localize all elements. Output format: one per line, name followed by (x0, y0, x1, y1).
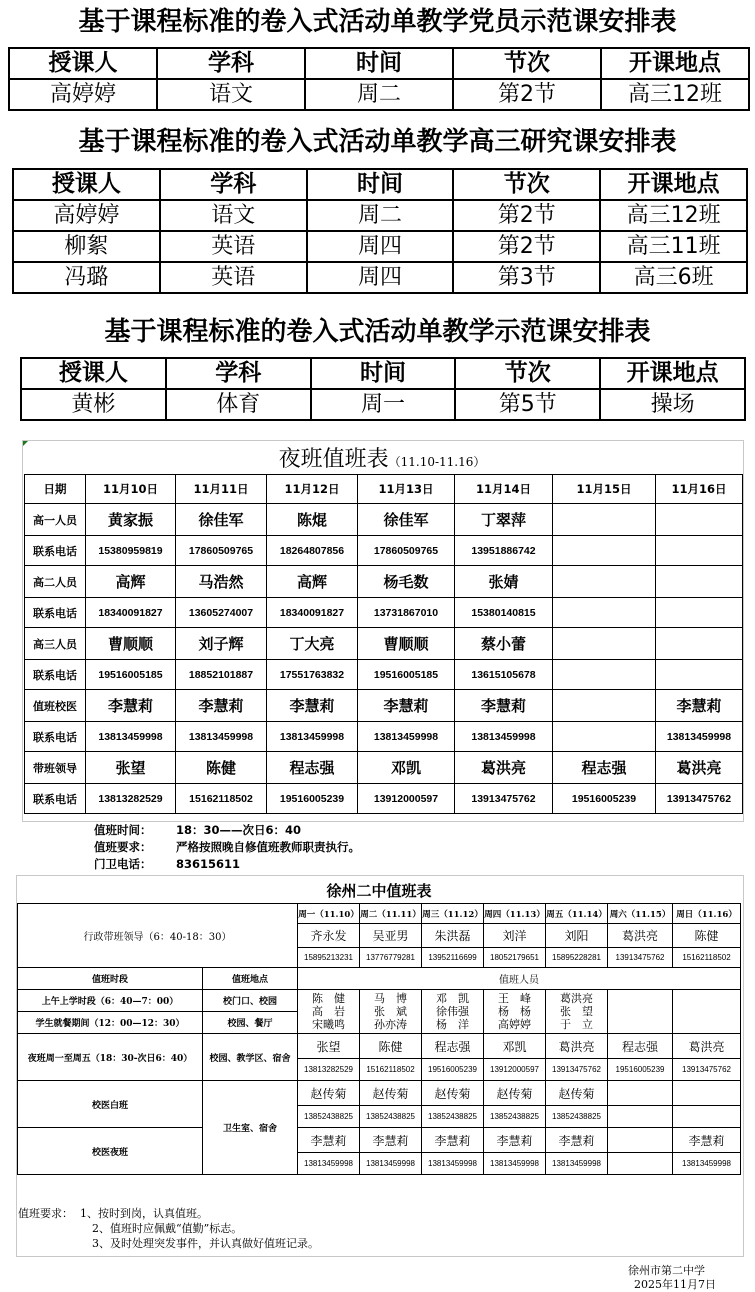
doctor-name (608, 1081, 673, 1106)
night-name-row (18, 1034, 741, 1059)
lead-name: 陈健 (673, 924, 741, 948)
note-label: 值班时间： (94, 823, 152, 837)
phone-cell: 13813459998 (176, 722, 267, 752)
phone-cell: 13852438825 (546, 1106, 608, 1128)
phone-cell: 13813459998 (360, 1153, 422, 1175)
table-row (13, 262, 747, 293)
date-label: 日期 (25, 475, 86, 504)
staff-name: 杨 杨 (498, 1005, 532, 1018)
phone-cell: 13813459998 (422, 1153, 484, 1175)
staff-name: 王 峰 (498, 992, 532, 1005)
empty-cell (608, 990, 673, 1034)
staff-name-cell: 程志强 (553, 752, 656, 784)
staff-name: 马 博 (374, 992, 408, 1005)
row-label: 值班校医 (25, 690, 86, 722)
phone-cell: 18340091827 (86, 598, 176, 628)
table-cell: 第2节 (453, 200, 600, 231)
staff-name-cell (553, 504, 656, 536)
phone-cell (553, 660, 656, 690)
table-cell: 高三12班 (601, 79, 749, 110)
period-row (18, 990, 741, 1012)
table3-title: 基于课程标准的卷入式活动单教学示范课安排表 (104, 317, 651, 347)
period-header: 值班时段 (18, 968, 203, 990)
doc-place: 卫生室、宿舍 (203, 1081, 298, 1175)
header-cell: 节次 (455, 358, 600, 389)
header-cell: 学科 (157, 48, 305, 79)
staff-name: 杨 洋 (436, 1018, 470, 1031)
phone-cell: 13813459998 (86, 722, 176, 752)
requirement-item: 3、及时处理突发事件，并认真做好值班记录。 (92, 1237, 319, 1250)
phone-cell: 19516005185 (86, 660, 176, 690)
staff-header: 值班人员 (298, 968, 741, 990)
phone-cell: 13912000597 (484, 1059, 546, 1081)
night-row (25, 566, 743, 598)
staff-name-cell: 黄家振 (86, 504, 176, 536)
night-title (22, 446, 742, 476)
staff-name-cell: 李慧莉 (455, 690, 553, 722)
table1-header (9, 48, 749, 79)
period-time: 上午上学时段（6：40—7：00） (18, 990, 203, 1012)
row-label: 联系电话 (25, 784, 86, 814)
doctor-name: 李慧莉 (673, 1128, 741, 1153)
phone-cell: 19516005239 (267, 784, 358, 814)
doc-night-label: 校医夜班 (18, 1128, 203, 1175)
staff-name: 徐伟强 (436, 1005, 470, 1018)
lead-name: 齐永发 (298, 924, 360, 948)
xz-duty-table (17, 903, 741, 1175)
table-row (13, 200, 747, 231)
staff-name-cell (656, 566, 743, 598)
phone-cell: 13605274007 (176, 598, 267, 628)
note-value: 83615611 (176, 857, 241, 871)
requirements-label: 值班要求： (18, 1207, 73, 1220)
phone-cell (553, 722, 656, 752)
doctor-name (673, 1081, 741, 1106)
phone-cell (608, 1106, 673, 1128)
staff-name-cell: 杨毛数 (358, 566, 455, 598)
night-duty-table (24, 474, 743, 814)
staff-name-cell: 陈健 (176, 752, 267, 784)
doc-night-name-row (18, 1128, 741, 1153)
table-cell: 体育 (166, 389, 311, 420)
staff-name-cell: 徐佳军 (176, 504, 267, 536)
staff-name-cell: 张望 (86, 752, 176, 784)
staff-name-cell: 蔡小蕾 (455, 628, 553, 660)
doctor-name: 赵传菊 (422, 1081, 484, 1106)
day-cell: 周五（11.14） (546, 904, 608, 924)
phone-cell: 13852438825 (298, 1106, 360, 1128)
staff-name-cell: 高辉 (267, 566, 358, 598)
table2-header (13, 169, 747, 200)
period-staff-cell (360, 990, 422, 1034)
staff-name-cell: 李慧莉 (358, 690, 455, 722)
day-cell: 周四（11.13） (484, 904, 546, 924)
row-label: 带班领导 (25, 752, 86, 784)
lead-name: 刘阳 (546, 924, 608, 948)
header-cell: 时间 (305, 48, 453, 79)
requirement-item: 1、按时到岗，认真值班。 (80, 1207, 208, 1220)
phone-cell: 13913475762 (656, 784, 743, 814)
phone-cell: 17860509765 (176, 536, 267, 566)
requirement-item: 2、值班时应佩戴“值勤”标志。 (92, 1222, 243, 1235)
row-label: 联系电话 (25, 536, 86, 566)
date-cell: 11月13日 (358, 475, 455, 504)
table1 (8, 47, 750, 111)
date-cell: 11月14日 (455, 475, 553, 504)
phone-cell: 15895213231 (298, 948, 360, 968)
staff-name-cell: 葛洪亮 (656, 752, 743, 784)
staff-name-cell: 刘子辉 (176, 628, 267, 660)
night-row (25, 690, 743, 722)
phone-cell: 19516005239 (608, 1059, 673, 1081)
phone-cell: 18340091827 (267, 598, 358, 628)
night-leader: 葛洪亮 (546, 1034, 608, 1059)
phone-cell: 13813459998 (656, 722, 743, 752)
staff-name: 张 斌 (374, 1005, 408, 1018)
note-row (94, 822, 744, 838)
night-place: 校园、教学区、宿舍 (203, 1034, 298, 1081)
phone-cell (608, 1153, 673, 1175)
table-cell: 高婷婷 (13, 200, 160, 231)
day-cell: 周日（11.16） (673, 904, 741, 924)
staff-name-cell: 曹顺顺 (358, 628, 455, 660)
header-cell: 开课地点 (601, 48, 749, 79)
staff-name-cell: 曹顺顺 (86, 628, 176, 660)
phone-cell: 13813459998 (484, 1153, 546, 1175)
night-row (25, 598, 743, 628)
empty-cell (673, 990, 741, 1034)
doctor-name: 赵传菊 (484, 1081, 546, 1106)
sub-header-row (18, 968, 741, 990)
staff-name-cell: 李慧莉 (267, 690, 358, 722)
place-header: 值班地点 (203, 968, 298, 990)
table-cell: 英语 (160, 262, 307, 293)
table-cell: 高三6班 (600, 262, 747, 293)
note-value: 严格按照晚自修值班教师职责执行。 (176, 840, 360, 854)
phone-cell: 18852101887 (176, 660, 267, 690)
table-row (9, 79, 749, 110)
doctor-name: 李慧莉 (360, 1128, 422, 1153)
night-row (25, 536, 743, 566)
phone-cell: 13776779281 (360, 948, 422, 968)
night-leader: 邓凯 (484, 1034, 546, 1059)
night-leader: 陈健 (360, 1034, 422, 1059)
header-cell: 时间 (307, 169, 454, 200)
note-row (94, 856, 744, 872)
header-cell: 学科 (166, 358, 311, 389)
phone-cell (656, 660, 743, 690)
doc-day-label: 校医白班 (18, 1081, 203, 1128)
note-label: 门卫电话： (94, 857, 152, 871)
header-cell: 开课地点 (600, 358, 745, 389)
header-cell: 开课地点 (600, 169, 747, 200)
table-cell: 周一 (311, 389, 456, 420)
staff-name: 张 望 (560, 1005, 594, 1018)
lead-label: 行政带班领导（6：40-18：30） (18, 904, 298, 968)
date-cell: 11月11日 (176, 475, 267, 504)
table-cell: 第3节 (453, 262, 600, 293)
day-cell: 周六（11.15） (608, 904, 673, 924)
day-cell: 周一（11.10） (298, 904, 360, 924)
doctor-name: 李慧莉 (484, 1128, 546, 1153)
period-place: 校门口、校园 (203, 990, 298, 1012)
staff-name-cell: 高辉 (86, 566, 176, 598)
phone-cell: 13952116699 (422, 948, 484, 968)
phone-cell: 13813459998 (358, 722, 455, 752)
staff-name-cell: 李慧莉 (656, 690, 743, 722)
lead-name: 吴亚男 (360, 924, 422, 948)
phone-cell (553, 536, 656, 566)
doctor-name (608, 1128, 673, 1153)
phone-cell: 15162118502 (176, 784, 267, 814)
phone-cell: 17860509765 (358, 536, 455, 566)
staff-name: 高 岩 (312, 1005, 346, 1018)
phone-cell: 15162118502 (673, 948, 741, 968)
doctor-name: 李慧莉 (422, 1128, 484, 1153)
phone-cell: 13813459998 (455, 722, 553, 752)
staff-name-cell: 丁大亮 (267, 628, 358, 660)
phone-cell: 13731867010 (358, 598, 455, 628)
header-cell: 学科 (160, 169, 307, 200)
doctor-name: 赵传菊 (546, 1081, 608, 1106)
night-header-row (25, 475, 743, 504)
staff-name-cell: 张婧 (455, 566, 553, 598)
header-cell: 时间 (311, 358, 456, 389)
header-cell: 授课人 (13, 169, 160, 200)
table3-header (21, 358, 745, 389)
header-cell: 节次 (453, 169, 600, 200)
night-leader: 葛洪亮 (673, 1034, 741, 1059)
staff-name-cell: 徐佳军 (358, 504, 455, 536)
staff-name-cell (553, 566, 656, 598)
doctor-name: 赵传菊 (360, 1081, 422, 1106)
phone-cell: 13913475762 (608, 948, 673, 968)
phone-cell: 18052179651 (484, 948, 546, 968)
table-cell: 英语 (160, 231, 307, 262)
phone-cell (656, 536, 743, 566)
phone-cell: 13813459998 (267, 722, 358, 752)
table-cell: 周二 (307, 200, 454, 231)
staff-name: 孙亦涛 (374, 1018, 408, 1031)
staff-name-cell: 李慧莉 (176, 690, 267, 722)
row-label: 联系电话 (25, 598, 86, 628)
table-cell: 语文 (157, 79, 305, 110)
phone-cell: 15380140815 (455, 598, 553, 628)
row-label: 联系电话 (25, 660, 86, 690)
period-staff-cell (422, 990, 484, 1034)
row-label: 高一人员 (25, 504, 86, 536)
date-cell: 11月10日 (86, 475, 176, 504)
days-row (18, 904, 741, 924)
table-cell: 第5节 (455, 389, 600, 420)
phone-cell (656, 598, 743, 628)
table-cell: 周四 (307, 231, 454, 262)
doctor-name: 李慧莉 (546, 1128, 608, 1153)
staff-name: 邓 凯 (436, 992, 470, 1005)
staff-name: 陈 健 (312, 992, 346, 1005)
phone-cell: 13951886742 (455, 536, 553, 566)
period-staff-cell (298, 990, 360, 1034)
date-cell: 11月16日 (656, 475, 743, 504)
staff-name-cell: 邓凯 (358, 752, 455, 784)
xz-title: 徐州二中值班表 (326, 882, 432, 900)
staff-name: 高婷婷 (498, 1018, 532, 1031)
phone-cell: 19516005239 (422, 1059, 484, 1081)
phone-cell: 13813459998 (673, 1153, 741, 1175)
phone-cell: 19516005239 (553, 784, 656, 814)
staff-name-cell: 丁翠萍 (455, 504, 553, 536)
table-cell: 第2节 (453, 79, 601, 110)
night-leader: 程志强 (608, 1034, 673, 1059)
doctor-name: 赵传菊 (298, 1081, 360, 1106)
staff-name-cell (656, 504, 743, 536)
table-cell: 第2节 (453, 231, 600, 262)
phone-cell: 18264807856 (267, 536, 358, 566)
phone-cell: 13852438825 (422, 1106, 484, 1128)
phone-cell: 13913475762 (455, 784, 553, 814)
table-cell: 语文 (160, 200, 307, 231)
night-row (25, 660, 743, 690)
night-leader: 程志强 (422, 1034, 484, 1059)
phone-cell: 15895228281 (546, 948, 608, 968)
staff-name-cell (553, 690, 656, 722)
header-cell: 节次 (453, 48, 601, 79)
phone-cell: 19516005185 (358, 660, 455, 690)
header-cell: 授课人 (21, 358, 166, 389)
night-date-range: （11.10-11.16） (388, 455, 486, 469)
phone-cell: 13852438825 (360, 1106, 422, 1128)
phone-cell: 13913475762 (673, 1059, 741, 1081)
table-cell: 高三12班 (600, 200, 747, 231)
staff-name-cell (656, 628, 743, 660)
phone-cell: 13615105678 (455, 660, 553, 690)
night-row (25, 628, 743, 660)
issue-date: 2025年11月7日 (634, 1278, 716, 1291)
staff-name-cell (553, 628, 656, 660)
phone-cell: 13813282529 (86, 784, 176, 814)
phone-cell: 15380959819 (86, 536, 176, 566)
table-cell: 冯璐 (13, 262, 160, 293)
phone-cell: 13813459998 (298, 1153, 360, 1175)
note-row (94, 839, 744, 855)
phone-cell: 17551763832 (267, 660, 358, 690)
doctor-name: 李慧莉 (298, 1128, 360, 1153)
table-row (13, 231, 747, 262)
date-cell: 11月12日 (267, 475, 358, 504)
school-name: 徐州市第二中学 (628, 1264, 705, 1277)
night-leader: 张望 (298, 1034, 360, 1059)
row-label: 联系电话 (25, 722, 86, 752)
staff-name-cell: 葛洪亮 (455, 752, 553, 784)
phone-cell (673, 1106, 741, 1128)
table-cell: 高婷婷 (9, 79, 157, 110)
table-cell: 操场 (600, 389, 745, 420)
note-label: 值班要求： (94, 840, 152, 854)
night-row (25, 784, 743, 814)
night-row (25, 752, 743, 784)
header-cell: 授课人 (9, 48, 157, 79)
day-cell: 周三（11.12） (422, 904, 484, 924)
table3 (20, 357, 746, 421)
phone-cell: 13852438825 (484, 1106, 546, 1128)
row-label: 高二人员 (25, 566, 86, 598)
table1-title: 基于课程标准的卷入式活动单教学党员示范课安排表 (78, 7, 677, 37)
table2-title: 基于课程标准的卷入式活动单教学高三研究课安排表 (78, 127, 677, 157)
doc-day-name-row (18, 1081, 741, 1106)
phone-cell: 13813459998 (546, 1153, 608, 1175)
lead-name: 刘洋 (484, 924, 546, 948)
staff-name-cell: 李慧莉 (86, 690, 176, 722)
period-place: 校园、餐厅 (203, 1012, 298, 1034)
night-row (25, 722, 743, 752)
table-cell: 周四 (307, 262, 454, 293)
lead-name: 朱洪磊 (422, 924, 484, 948)
phone-cell: 13912000597 (358, 784, 455, 814)
lead-name: 葛洪亮 (608, 924, 673, 948)
staff-name: 于 立 (560, 1018, 594, 1031)
phone-cell (553, 598, 656, 628)
period-staff-cell (484, 990, 546, 1034)
night-title-text: 夜班值班表 (278, 447, 389, 472)
table2 (12, 168, 748, 294)
row-label: 高三人员 (25, 628, 86, 660)
note-value: 18：30——次日6：40 (176, 823, 302, 837)
night-time: 夜班周一至周五（18：30-次日6：40） (18, 1034, 203, 1081)
staff-name: 葛洪亮 (560, 992, 594, 1005)
phone-cell: 15162118502 (360, 1059, 422, 1081)
phone-cell: 13813282529 (298, 1059, 360, 1081)
period-time: 学生就餐期间（12：00—12：30） (18, 1012, 203, 1034)
date-cell: 11月15日 (553, 475, 656, 504)
night-row (25, 504, 743, 536)
staff-name: 宋曦鸣 (312, 1018, 346, 1031)
table-cell: 柳絮 (13, 231, 160, 262)
table-cell: 高三11班 (600, 231, 747, 262)
staff-name-cell: 马浩然 (176, 566, 267, 598)
day-cell: 周二（11.11） (360, 904, 422, 924)
table-row (21, 389, 745, 420)
table-cell: 周二 (305, 79, 453, 110)
staff-name-cell: 程志强 (267, 752, 358, 784)
phone-cell: 13913475762 (546, 1059, 608, 1081)
table-cell: 黄彬 (21, 389, 166, 420)
period-staff-cell (546, 990, 608, 1034)
staff-name-cell: 陈焜 (267, 504, 358, 536)
